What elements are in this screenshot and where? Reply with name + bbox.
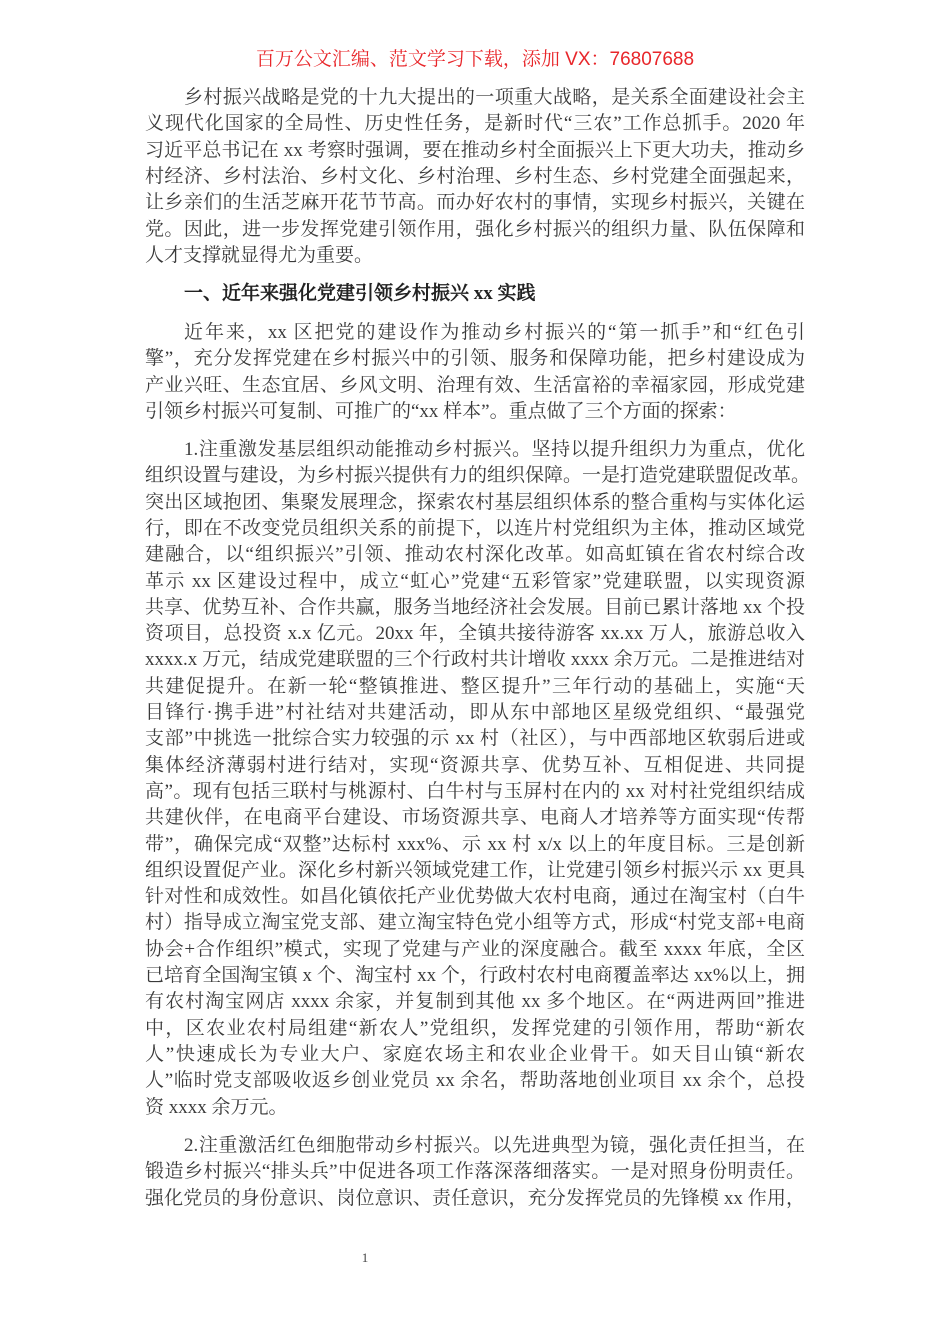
paragraph-line: 2.注重激活红色细胞带动乡村振兴。以先进典型为镜，强化责任担当，在 (184, 1135, 805, 1156)
paragraph-line: 产业兴旺、生态宜居、乡风文明、治理有效、生活富裕的幸福家园，形成党建 (145, 374, 805, 396)
paragraph-line: 让乡亲们的生活芝麻开花节节高。而办好农村的事情，实现乡村振兴，关键在 (145, 192, 805, 214)
promo-banner: 百万公文汇编、范文学习下载，添加 VX：76807688 (255, 49, 695, 70)
paragraph-line: 针对性和成效性。如昌化镇依托产业优势做大农村电商，通过在淘宝村（白牛 (145, 886, 805, 908)
paragraph-line: 村）指导成立淘宝党支部、建立淘宝特色党小组等方式，形成“村党支部+电商 (145, 912, 805, 934)
paragraph-line: 有农村淘宝网店 xxxx 余家，并复制到其他 xx 多个地区。在“两进两回”推进 (145, 991, 805, 1013)
paragraph-line: 革示 xx 区建设过程中，成立“虹心”党建“五彩管家”党建联盟，以实现资源 (145, 570, 805, 592)
paragraph-line: 资 xxxx 余万元。 (145, 1096, 288, 1118)
paragraph-line: 近年来，xx 区把党的建设作为推动乡村振兴的“第一抓手”和“红色引 (184, 322, 805, 343)
paragraph-line: 已培育全国淘宝镇 x 个、淘宝村 xx 个，行政村农村电商覆盖率达 xx%以上，拥 (145, 965, 805, 986)
paragraph-line: 共建促提升。在新一轮“整镇推进、整区提升”三年行动的基础上，实施“天 (145, 675, 805, 697)
paragraph-line: 共建伙伴，在电商平台建设、市场资源共享、电商人才培养等方面实现“传帮 (145, 807, 805, 829)
paragraph-line: 突出区域抱团、集聚发展理念，探索农村基层组织体系的整合重构与实体化运 (145, 491, 805, 513)
page-number: 1 (361, 1250, 369, 1265)
paragraph-line: 人”快速成长为专业大户、家庭农场主和农业企业骨干。如天目山镇“新农 (145, 1043, 805, 1065)
paragraph-line: 习近平总书记在 xx 考察时强调，要在推动乡村全面振兴上下更大功夫，推动乡 (145, 139, 805, 161)
paragraph-line: 行，即在不改变党员组织关系的前提下，以连片村党组织为主体，推动区域党 (145, 517, 805, 539)
paragraph-line: 资项目，总投资 x.x 亿元。20xx 年，全镇共接待游客 xx.xx 万人，旅游总收入 (145, 623, 805, 645)
paragraph-line: xxxx.x 万元，结成党建联盟的三个行政村共计增收 xxxx 余万元。二是推进结对 (145, 649, 805, 671)
paragraph-line: 中，区农业农村局组建“新农人”党组织，发挥党建的引领作用，帮助“新农 (145, 1017, 805, 1039)
paragraph-line: 建融合，以“组织振兴”引领、推动农村深化改革。如高虹镇在省农村综合改 (145, 544, 805, 566)
paragraph-line: 带”，确保完成“双整”达标村 xxx%、示 xx 村 x/x 以上的年度目标。三是创新 (145, 833, 805, 855)
paragraph-line: 引领乡村振兴可复制、可推广的“xx 样本”。重点做了三个方面的探索： (145, 400, 737, 422)
paragraph-line: 义现代化国家的全局性、历史性任务，是新时代“三农”工作总抓手。2020 年 (145, 113, 805, 135)
paragraph-line: 协会+合作组织”模式，实现了党建与产业的深度融合。截至 xxxx 年底，全区 (145, 938, 805, 960)
paragraph-line: 高”。现有包括三联村与桃源村、白牛村与玉屏村在内的 xx 对村社党组织结成 (145, 780, 805, 802)
paragraph-line: 组织设置促产业。深化乡村新兴领域党建工作，让党建引领乡村振兴示 xx 更具 (145, 859, 805, 881)
paragraph-line: 擎”，充分发挥党建在乡村振兴中的引领、服务和保障功能，把乡村建设成为 (145, 348, 805, 370)
paragraph-line: 人”临时党支部吸收返乡创业党员 xx 余名，帮助落地创业项目 xx 余个，总投 (145, 1070, 805, 1092)
paragraph-line: 集体经济薄弱村进行结对，实现“资源共享、优势互补、互相促进、共同提 (145, 754, 805, 776)
paragraph-line: 党。因此，进一步发挥党建引领作用，强化乡村振兴的组织力量、队伍保障和 (145, 218, 805, 240)
paragraph-line: 乡村振兴战略是党的十九大提出的一项重大战略，是关系全面建设社会主 (184, 87, 805, 108)
paragraph-line: 共享、优势互补、合作共赢，服务当地经济社会发展。目前已累计落地 xx 个投 (145, 596, 805, 618)
paragraph-line: 锻造乡村振兴“排头兵”中促进各项工作落深落细落实。一是对照身份明责任。 (145, 1161, 805, 1183)
paragraph-line: 目锋行·携手进”村社结对共建活动，即从东中部地区星级党组织、“最强党 (145, 702, 805, 723)
paragraph-line: 组织设置与建设，为乡村振兴提供有力的组织保障。一是打造党建联盟促改革。 (145, 465, 811, 487)
paragraph-line: 强化党员的身份意识、岗位意识、责任意识，充分发挥党员的先锋模 xx 作用， (145, 1187, 805, 1209)
section-heading: 一、近年来强化党建引领乡村振兴 xx 实践 (184, 283, 536, 304)
paragraph-line: 人才支撑就显得尤为重要。 (145, 244, 374, 266)
paragraph-line: 1.注重激发基层组织动能推动乡村振兴。坚持以提升组织力为重点，优化 (184, 439, 805, 460)
paragraph-line: 支部”中挑选一批综合实力较强的示 xx 村（社区），与中西部地区软弱后进或 (145, 728, 805, 750)
paragraph-line: 村经济、乡村法治、乡村文化、乡村治理、乡村生态、乡村党建全面强起来， (145, 165, 805, 187)
